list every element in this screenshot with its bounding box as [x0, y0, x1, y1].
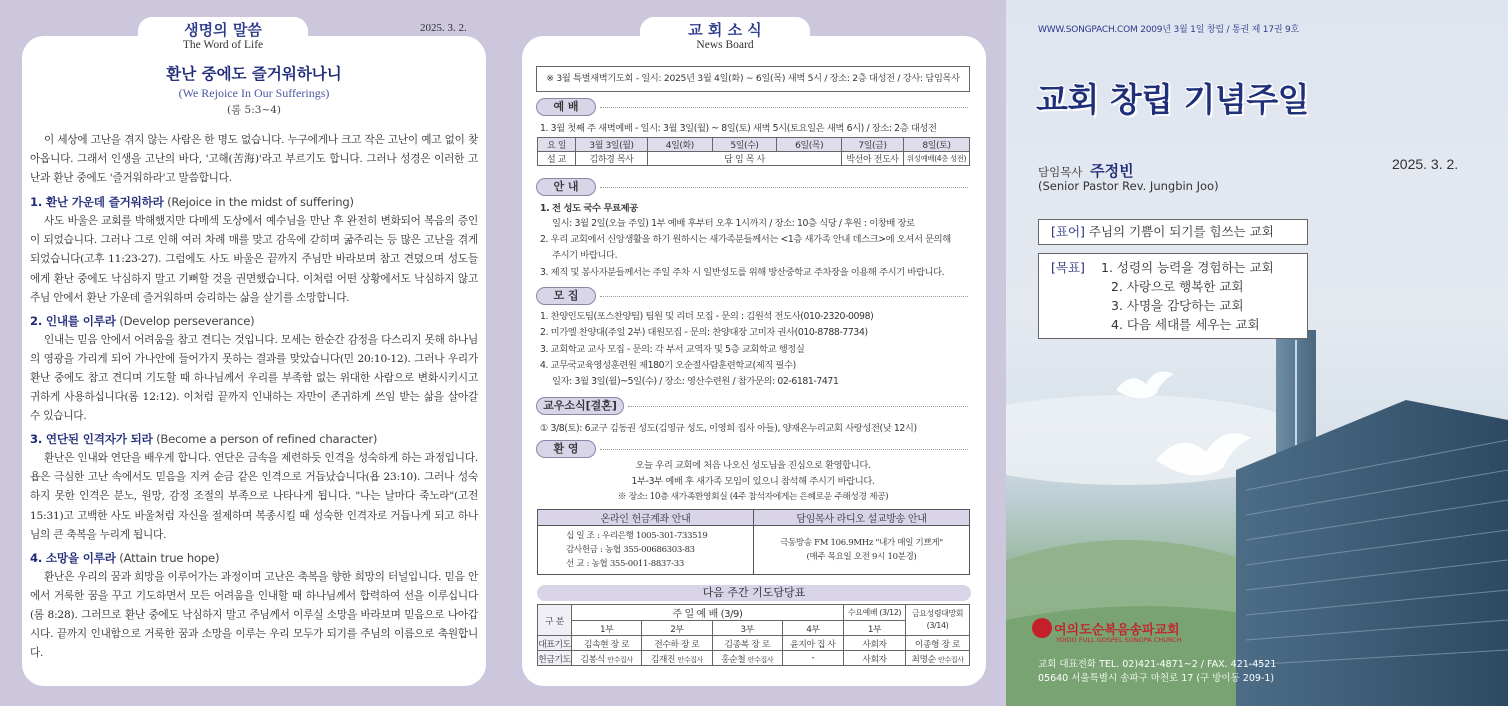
recruit-line: 1. 찬양인도팀(포스찬양팀) 팀원 및 리더 모집 - 문의 : 김원석 전도사(010-2320-0098): [540, 311, 874, 322]
sermon-header-title: 생명의 말씀: [184, 21, 262, 39]
prayer-cell: 최명순 안수집사: [906, 651, 970, 666]
worship-table: [537, 137, 970, 166]
goal-item: 1. 성령의 능력을 경험하는 교회: [1101, 260, 1274, 275]
cover-title: 교회 창립 기념주일: [1036, 80, 1310, 119]
welcome-label: 환 영: [536, 440, 596, 458]
contact-address: 05640 서울특별시 송파구 마천로 17 (구 방이동 209-1): [1038, 673, 1275, 684]
prayer-part: 4부: [782, 621, 843, 636]
sermon-intro: 이 세상에 고난을 겪지 않는 사람은 한 명도 없습니다. 누구에게나 크고 작은 고난이 예고 없이 찾아옵니다. 그래서 인생을 고난의 바다, '고해(苦海)'라고 부르기도 합니다. 그러나 성경은 이러한 고난과 환난 중에도 '즐거워하라'고 말씀합니다.: [30, 134, 478, 185]
recruit-line: 2. 미가엘 찬양대(주일 2부) 대원모집 - 문의: 찬양대장 고미자 권사(010-8788-7734): [540, 327, 868, 338]
motto-box: [1038, 219, 1308, 245]
sermon-section: [30, 193, 478, 307]
worship-table-cell: 위성예배(4층 성전): [904, 152, 970, 166]
worship-table-cell: 설 교: [538, 152, 576, 166]
sermon-body: [30, 62, 478, 663]
goal-item: 2. 사랑으로 행복한 교회: [1111, 279, 1244, 294]
online-offering-heading: 온라인 헌금계좌 안내: [538, 510, 754, 526]
info-table: [537, 509, 970, 575]
prayer-col-head: 금요성령대망회 (3/14): [906, 605, 970, 636]
prayer-cell: 사회자: [844, 651, 906, 666]
divider: [600, 296, 968, 297]
news-header-tab: [640, 17, 810, 51]
bank-accounts: 십 일 조 : 우리은행 1005-301-733519 감사헌금 : 농협 355-00686303-83 선 교 : 농협 355-0011-8837-33: [538, 526, 754, 575]
worship-table-head: 7일(금): [842, 138, 904, 152]
worship-table-head: 8일(토): [904, 138, 970, 152]
motto-label: [표어]: [1051, 224, 1085, 239]
news-header-subtitle: News Board: [696, 39, 754, 51]
prayer-col-head: 구 분: [538, 605, 572, 636]
special-prayer-notice: ※ 3월 특별새벽기도회 - 일시: 2025년 3월 4일(화) ~ 6일(목) 새벽 5시 / 장소: 2층 대성전 / 강사: 담임목사: [536, 66, 970, 92]
prayer-part: 1부: [844, 621, 906, 636]
prayer-cell: 김속현 장 로: [572, 636, 642, 651]
sermon-section: [30, 549, 478, 663]
motto-text: 주님의 기쁨이 되기를 힘쓰는 교회: [1088, 224, 1274, 239]
prayer-cell: 윤지아 집 사: [782, 636, 843, 651]
sermon-header-subtitle: The Word of Life: [182, 39, 264, 51]
guide-line: 일시: 3월 2일(오늘 주일) 1부 예배 후부터 오후 1시까지 / 장소: 10층 식당 / 후원 : 이창배 장로: [552, 218, 915, 229]
cover-top-line: WWW.SONGPACH.COM 2009년 3월 1일 창립 / 통권 제 17권 9호: [1038, 25, 1300, 35]
cover-date: 2025. 3. 2.: [1392, 156, 1459, 172]
prayer-cell: 김봉식 안수집사: [572, 651, 642, 666]
sermon-section-heading: 3. 연단된 인격자가 되라 (Become a person of refined character): [30, 432, 378, 447]
worship-table-head: 5일(수): [712, 138, 777, 152]
sermon-header-tab: [138, 17, 308, 51]
prayer-cell: 홍순철 안수집사: [712, 651, 782, 666]
church-logo-icon: [1032, 618, 1052, 638]
guide-line: 3. 제직 및 봉사자분들께서는 주일 주차 시 일반성도를 위해 방산중학교 주차장을 이용해 주시기 바랍니다.: [540, 267, 945, 278]
goal-item: 4. 다음 세대를 세우는 교회: [1111, 317, 1260, 332]
prayer-part: 2부: [642, 621, 712, 636]
sermon-section-heading: 1. 환난 가운데 즐거워하라 (Rejoice in the midst of suffering): [30, 195, 354, 210]
sermon-date: 2025. 3. 2.: [420, 22, 467, 34]
prayer-schedule-title: 다음 주간 기도담당표: [537, 585, 971, 601]
divider: [600, 449, 968, 450]
prayer-cell: 헌금기도: [538, 651, 572, 666]
sermon-section: [30, 312, 478, 426]
guide-label: 안 내: [536, 178, 596, 196]
sermon-title-en: (We Rejoice In Our Sufferings): [178, 86, 330, 100]
pastor-name: 주정빈: [1090, 162, 1134, 180]
pastor-name-en: (Senior Pastor Rev. Jungbin Joo): [1038, 179, 1219, 193]
prayer-col-head: 수요예배 (3/12): [844, 605, 906, 621]
prayer-cell: 김종복 장 로: [712, 636, 782, 651]
guide-line: 주시기 바랍니다.: [552, 250, 618, 261]
cover-panel: [1006, 0, 1508, 706]
prayer-cell: 대표기도: [538, 636, 572, 651]
prayer-cell: 사회자: [844, 636, 906, 651]
sermon-section-text: 환난은 우리의 꿈과 희망을 이루어가는 과정이며 고난은 축복을 향한 희망의 터널입니다. 믿음 안에서 거룩한 꿈을 꾸고 기도하면서 모든 어려움을 인내할 때 하나님께서 합력하여 선을 이루십니다(롬 8:28). 그러므로 환난 중에도 낙심하지 말고 주님께서 이루실 소망을 바라보며 믿음으로 나아갑시다. 끝까지 인내함으로 거룩한 꿈과 소망을 이루는 우리 모두가 되기를 주님의 이름으로 축원합니다.: [30, 570, 478, 660]
goals-label: [목표]: [1051, 260, 1085, 275]
prayer-part: 1부: [572, 621, 642, 636]
recruit-line: 일자: 3월 3일(월)~5일(수) / 장소: 영산수련원 / 참가문의: 02-6181-7471: [552, 376, 839, 387]
church-logo-text-en: YOIDO FULL GOSPEL SONGPA CHURCH: [1056, 636, 1182, 644]
church-logo-text: 여의도순복음송파교회: [1054, 623, 1180, 638]
prayer-cell: 김재진 안수집사: [642, 651, 712, 666]
worship-table-head: 요 일: [538, 138, 576, 152]
sermon-section: [30, 430, 478, 544]
worship-line: 1. 3월 첫째 주 새벽예배 - 일시: 3월 3일(월) ~ 8일(토) 새벽 5시(토요일은 새벽 6시) / 장소: 2층 대성전: [540, 123, 937, 134]
recruit-line: 4. 교무국교육영성훈련원 제180기 오순절사람훈련학교(제직 필수): [540, 360, 796, 371]
prayer-col-head: 주 일 예 배 (3/9): [572, 605, 844, 621]
guide-line: 1. 전 성도 국수 무료제공: [540, 203, 638, 214]
recruit-label: 모 집: [536, 287, 596, 305]
prayer-schedule-table: [537, 604, 970, 666]
guide-line: 2. 우리 교회에서 신앙생활을 하기 원하시는 새가족분들께서는 <1층 새가족 안내 데스크>에 오셔서 문의해: [540, 234, 951, 245]
sermon-section-heading: 4. 소망을 이루라 (Attain true hope): [30, 550, 220, 565]
goal-item: 3. 사명을 감당하는 교회: [1111, 298, 1244, 313]
sermon-section-text: 환난은 인내와 연단을 배우게 합니다. 연단은 금속을 제련하듯 인격을 성숙하게 하는 과정입니다. 욥은 극심한 고난 속에서도 믿음을 지켜 순금 같은 인격으로 거듭났습니다(욥 23:10). 그러나 성숙하지 못한 인격은 분노, 원망, 감정 조절의 부족으로 나타나게 됩니다. "나는 날마다 죽노라"(고전 15:31)고 고백한 사도 바울처럼 자신을 절제하며 복종시킬 때 성숙한 인격자로 거듭나게 되고 하나님의 큰 축복을 누리게 됩니다.: [30, 452, 478, 541]
divider: [600, 107, 968, 108]
worship-table-cell: 김하경 목사: [576, 152, 648, 166]
recruit-line: 3. 교회학교 교사 모집 - 문의: 각 부서 교역자 및 5층 교회학교 행정실: [540, 344, 805, 355]
radio-sermon-heading: 담임목사 라디오 설교방송 안내: [754, 510, 970, 526]
pastor-label: 담임목사: [1038, 165, 1083, 179]
worship-table-cell: 박선아 전도사: [842, 152, 904, 166]
worship-label: 예 배: [536, 98, 596, 116]
sermon-section-text: 인내는 믿음 안에서 어려움을 참고 견디는 것입니다. 모세는 한순간 감정을 다스리지 못해 하나님의 영광을 가리게 되어 가나안에 들어가지 못하는 결과를 맞았습니다(민 20:10-12). 그러나 우리가 환난 중에도 참고 견디며 기도할 때 하나님께서 우리를 부족함 없는 위대한 사람으로 변화시키시고 귀하게 사용하십니다(롬 12:12). 이처럼 끝까지 인내하는 자만이 존귀하게 쓰임 받는 삶을 살아갈 수 있습니다.: [30, 333, 478, 423]
sermon-reference: (롬 5:3~4): [226, 104, 282, 116]
news-header-title: 교 회 소 식: [688, 21, 762, 39]
welcome-line: 1부-3부 예배 후 새가족 모임이 있으니 참석해 주시기 바랍니다.: [631, 476, 875, 487]
divider: [628, 406, 968, 407]
radio-info: 극동방송 FM 106.9MHz "내가 매일 기쁘게" (매주 목요일 오전 9시 10분경): [754, 526, 970, 575]
sermon-section-text: 사도 바울은 교회를 박해했지만 다메섹 도상에서 예수님을 만난 후 완전히 변화되어 복음의 증인이 되었습니다. 그러나 그로 인해 여러 차례 매를 맞고 감옥에 갇히며 굶주리는 등 많은 고난을 겪게 되었습니다(고후 11:23-27). 그럼에도 사도 바울은 끝까지 주님만 바라보며 참고 견뎠으며 성도들에게 환난 중에도 낙심하지 말고 기뻐할 것을 권면했습니다. 이처럼 어떤 상황에서도 낙심하지 않고 주님 안에서 환난 가운데 즐거워하며 승리하는 삶을 살기를 소망합니다.: [30, 215, 478, 304]
member-news-line: ① 3/8(토): 6교구 김동권 성도(김영규 성도, 이영희 집사 아들), 양재온누리교회 사랑성전(낮 12시): [540, 423, 917, 434]
pastor-line: [1038, 160, 1134, 181]
worship-table-head: 4일(화): [648, 138, 713, 152]
worship-table-cell: 담 임 목 사: [648, 152, 842, 166]
sermon-section-heading: 2. 인내를 이루라 (Develop perseverance): [30, 313, 255, 328]
prayer-cell: -: [782, 651, 843, 666]
welcome-line: 오늘 우리 교회에 처음 나오신 성도님을 진심으로 환영합니다.: [635, 460, 871, 471]
prayer-cell: 전수하 장 로: [642, 636, 712, 651]
member-news-label: 교우소식[결혼]: [536, 397, 624, 415]
prayer-cell: 이종형 장 로: [906, 636, 970, 651]
contact-phone: 교회 대표전화 TEL. 02)421-4871~2 / FAX. 421-4521: [1038, 659, 1277, 670]
divider: [600, 187, 968, 188]
welcome-line: ※ 장소: 10층 새가족환영회실 (4주 참석자에게는 은혜로운 주해성경 제공): [617, 492, 889, 502]
goals-box: [1038, 253, 1308, 339]
sermon-title: 환난 중에도 즐거워하나니: [166, 65, 342, 83]
worship-table-head: 3월 3일(월): [576, 138, 648, 152]
worship-table-head: 6일(목): [777, 138, 842, 152]
prayer-part: 3부: [712, 621, 782, 636]
